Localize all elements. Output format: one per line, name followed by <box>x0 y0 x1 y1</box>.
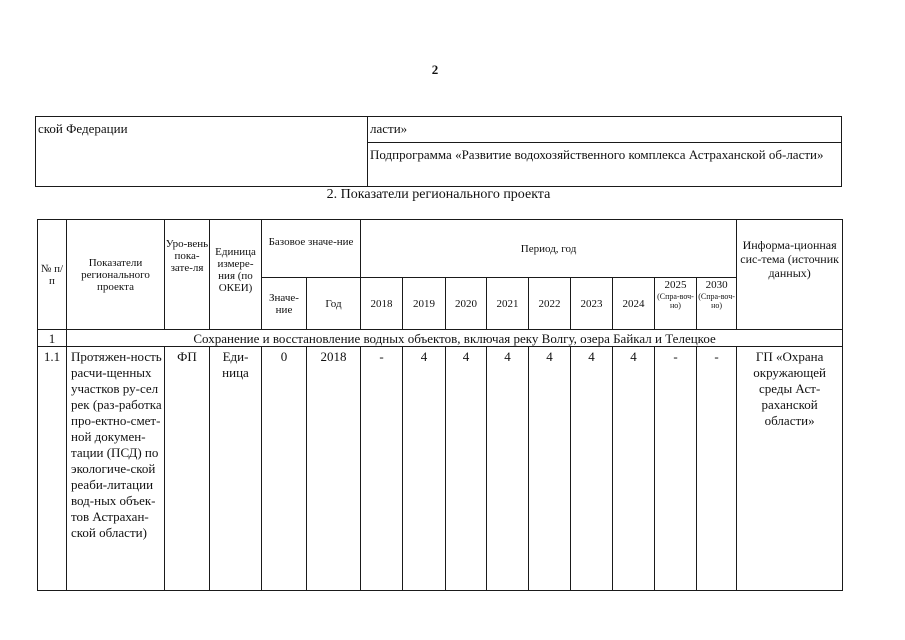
header-year-2025-label: 2025 <box>664 279 687 291</box>
header-year-2030-note: (Спра-воч-но) <box>698 292 735 310</box>
header-year-2030-label: 2030 <box>705 279 728 291</box>
header-indicator: Показатели регионального проекта <box>67 220 165 330</box>
section-row-title: Сохранение и восстановление водных объектов, включая реку Волгу, озера Байкал и Телецкое <box>67 330 843 347</box>
header-info-system: Информа-ционная сис-тема (источник данных) <box>737 220 843 330</box>
row-value-2025: - <box>655 347 697 591</box>
row-value-2021: 4 <box>487 347 529 591</box>
row-base-value: 0 <box>262 347 307 591</box>
row-value-2024: 4 <box>613 347 655 591</box>
row-base-year: 2018 <box>307 347 361 591</box>
passport-left-cell: ской Федерации <box>36 117 368 187</box>
header-year-2022: 2022 <box>529 278 571 330</box>
row-num: 1.1 <box>38 347 67 591</box>
passport-right-cell-1: ласти» <box>368 117 842 143</box>
indicators-table <box>37 219 843 591</box>
header-year-2019: 2019 <box>403 278 446 330</box>
row-value-2022: 4 <box>529 347 571 591</box>
section-row-num: 1 <box>38 330 67 347</box>
row-info-system: ГП «Охрана окружающей среды Аст-раханской области» <box>737 347 843 591</box>
passport-fragment-table <box>35 116 842 187</box>
header-year-2023: 2023 <box>571 278 613 330</box>
row-unit: Еди-ница <box>210 347 262 591</box>
row-value-2023: 4 <box>571 347 613 591</box>
header-year-2025 <box>655 278 697 330</box>
header-num: № п/п <box>38 220 67 330</box>
row-indicator: Протяжен-ность расчи-щенных участков ру-сел рек (раз-работка про-ектно-смет-ной докумен-тации (ПСД) по экологиче-ской реаби-литации вод-ных объек-тов Астрахан-ской области) <box>67 347 165 591</box>
row-level: ФП <box>165 347 210 591</box>
row-value-2018: - <box>361 347 403 591</box>
header-base-value: Значе-ние <box>262 278 307 330</box>
page-number: 2 <box>431 62 439 77</box>
section-title: 2. Показатели регионального проекта <box>326 187 551 202</box>
header-year-2025-note: (Спра-воч-но) <box>657 292 694 310</box>
passport-subprogram-cell: Подпрограмма «Развитие водохозяйственного комплекса Астраханской об-ласти» <box>368 143 842 187</box>
row-value-2019: 4 <box>403 347 446 591</box>
header-base: Базовое значе-ние <box>262 220 361 278</box>
header-year-2021: 2021 <box>487 278 529 330</box>
header-level: Уро-вень пока-зате-ля <box>165 220 210 330</box>
header-year-2020: 2020 <box>446 278 487 330</box>
header-period: Период, год <box>361 220 737 278</box>
header-unit: Единица измере-ния (по ОКЕИ) <box>210 220 262 330</box>
row-value-2020: 4 <box>446 347 487 591</box>
row-value-2030: - <box>697 347 737 591</box>
header-year-2030 <box>697 278 737 330</box>
header-base-year: Год <box>307 278 361 330</box>
header-year-2018: 2018 <box>361 278 403 330</box>
table-row <box>38 347 843 591</box>
header-year-2024: 2024 <box>613 278 655 330</box>
